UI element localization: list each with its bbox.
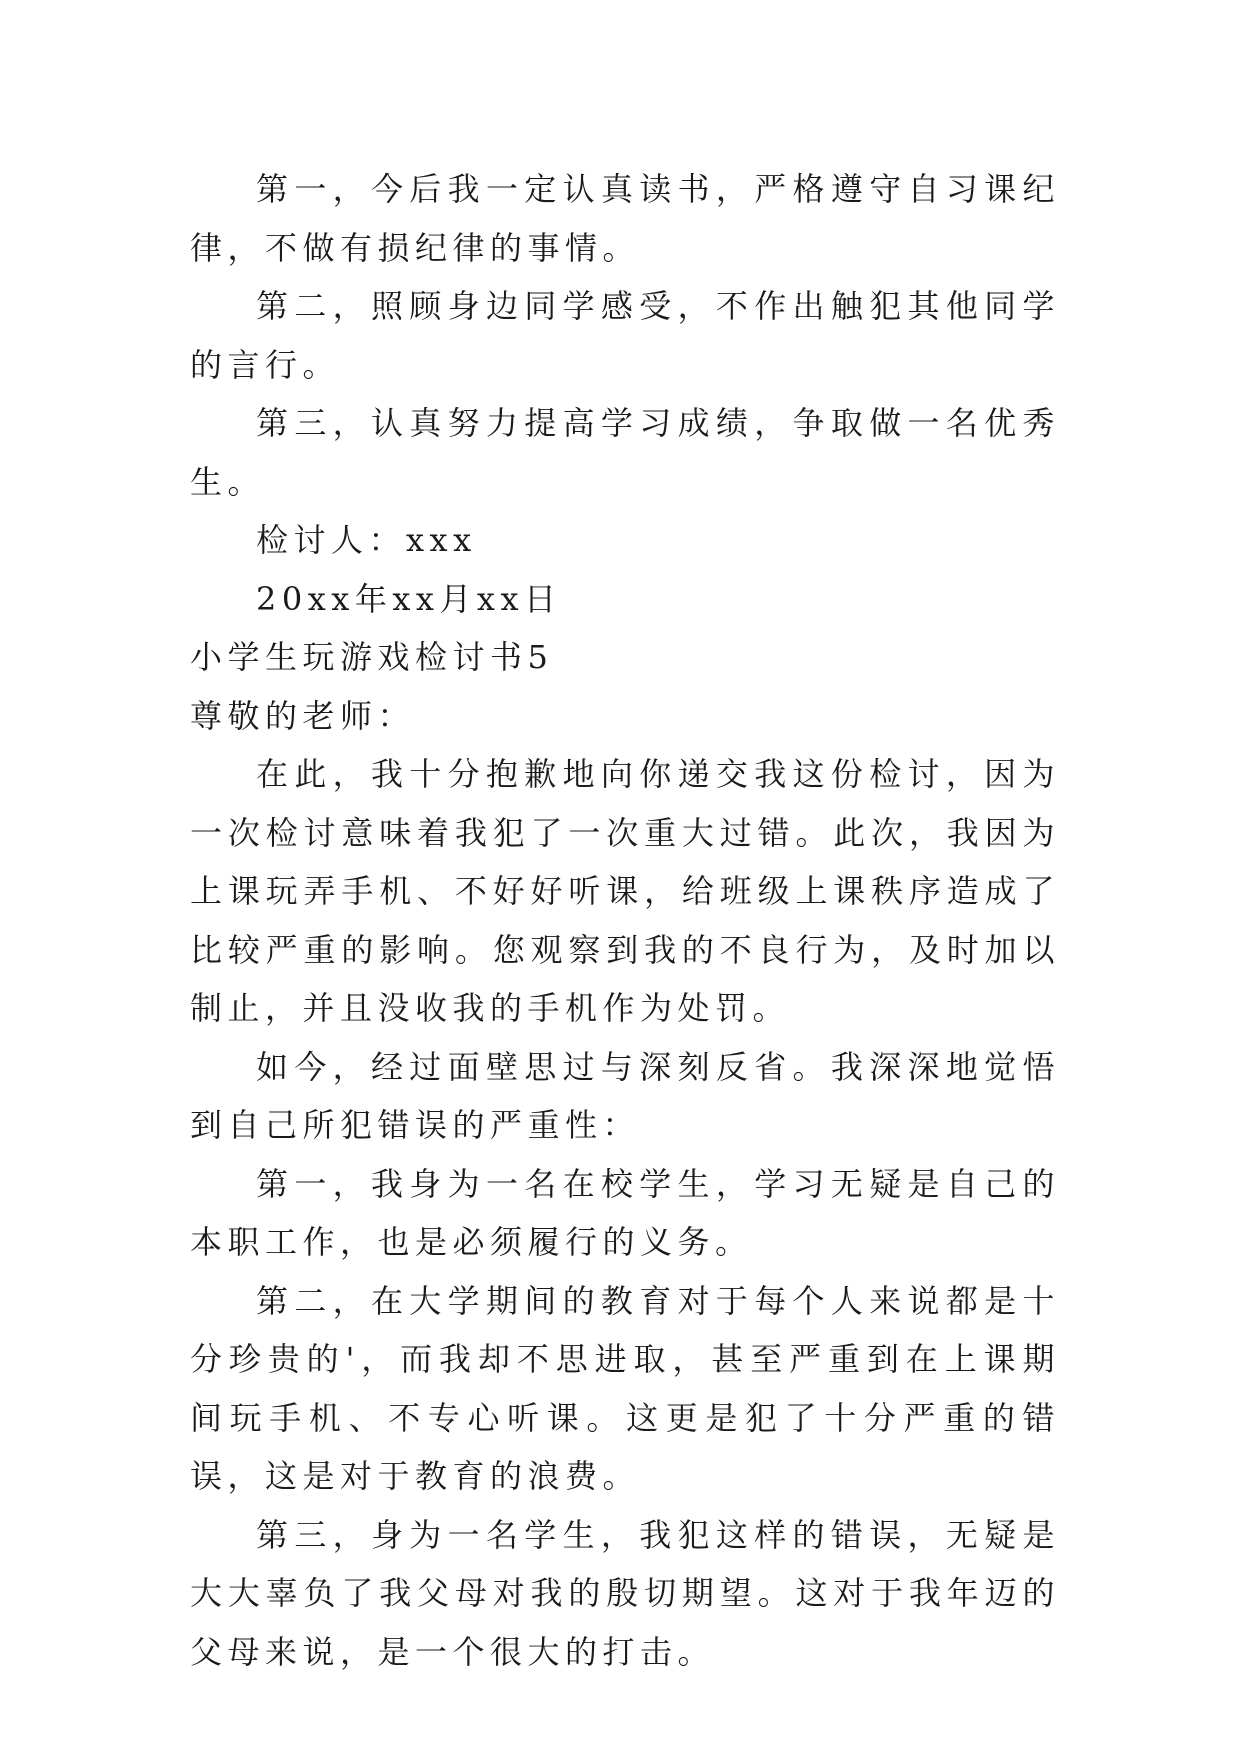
paragraph-reflection: 如今，经过面壁思过与深刻反省。我深深地觉悟到自己所犯错误的严重性： (190, 1047, 1060, 1144)
document-page (190, 160, 1060, 1681)
paragraph-apology: 在此，我十分抱歉地向你递交我这份检讨，因为一次检讨意味着我犯了一次重大过错。此次，我因为上课玩弄手机、不好好听课，给班级上课秩序造成了比较严重的影响。您观察到我的不良行为，及时加以制止，并且没收我的手机作为处罚。 (190, 755, 1060, 1027)
date-line: 20xx年xx月xx日 (256, 579, 562, 618)
section-title: 小学生玩游戏检讨书5 (190, 638, 554, 676)
salutation: 尊敬的老师： (190, 696, 416, 735)
paragraph-point-3: 第三，身为一名学生，我犯这样的错误，无疑是大大辜负了我父母对我的殷切期望。这对于我年迈的父母来说，是一个很大的打击。 (190, 1515, 1060, 1671)
paragraph-point-2: 第二，在大学期间的教育对于每个人来说都是十分珍贵的'，而我却不思进取，甚至严重到在上课期间玩手机、不专心听课。这更是犯了十分严重的错误，这是对于教育的浪费。 (190, 1281, 1060, 1495)
signature-line: 检讨人：xxx (256, 521, 477, 559)
paragraph-rule-2: 第二，照顾身边同学感受，不作出触犯其他同学的言行。 (190, 287, 1060, 384)
paragraph-point-1: 第一，我身为一名在校学生，学习无疑是自己的本职工作，也是必须履行的义务。 (190, 1164, 1060, 1261)
paragraph-rule-3: 第三，认真努力提高学习成绩，争取做一名优秀生。 (190, 404, 1060, 501)
paragraph-rule-1: 第一，今后我一定认真读书，严格遵守自习课纪律，不做有损纪律的事情。 (190, 170, 1060, 267)
